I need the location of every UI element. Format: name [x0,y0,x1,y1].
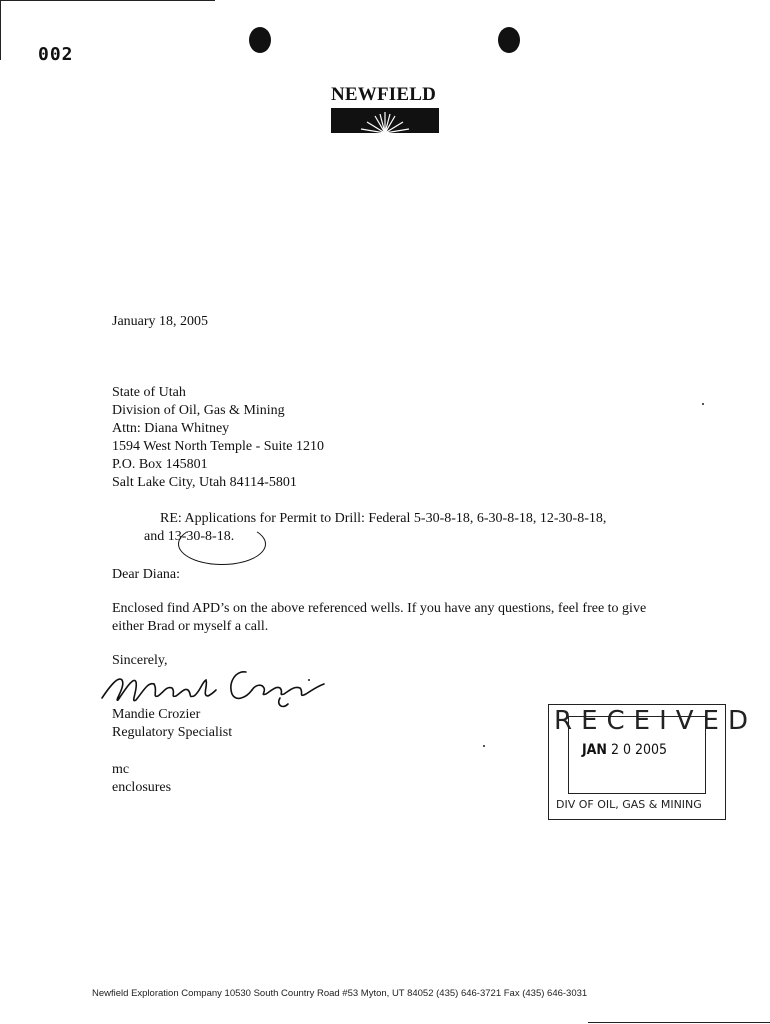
scan-border-top [0,0,215,1]
scan-speck [483,745,485,747]
address-line: State of Utah [112,385,186,400]
address-line: Salt Lake City, Utah 84114-5801 [112,475,297,490]
scan-border-bottom [588,1022,770,1023]
circled-well-number: 13-30-8-18. [167,529,235,544]
scan-speck [308,679,310,681]
enclosures-note: enclosures [112,780,172,795]
stamp-year: 2005 [635,742,668,758]
stamp-division: DIV OF OIL, GAS & MINING [556,798,702,811]
hand-drawn-circle [178,523,266,565]
scan-border-left [0,0,1,60]
address-line: Attn: Diana Whitney [112,421,230,436]
letter-body: Enclosed find APD’s on the above referenced wells. If you have any questions, feel free to give either Brad or myself a call. [112,601,647,634]
closing: Sincerely, [112,653,168,668]
scan-speck [702,403,704,405]
subject-line: RE: Applications for Permit to Drill: Federal 5-30-8-18, 6-30-8-18, 12-30-8-18, [160,511,607,526]
stamp-month: JAN [582,742,607,758]
company-name: NEWFIELD [331,84,437,105]
punch-hole-right [498,27,520,53]
stamp-received-word: RECEIVED [554,706,757,736]
received-stamp [548,704,757,820]
typist-initials: mc [112,762,130,777]
letterhead-footer: Newfield Exploration Company 10530 South Country Road #53 Myton, UT 84052 (435) 646-3721 Fax (435) 646-3031 [92,988,588,999]
address-line: Division of Oil, Gas & Mining [112,403,285,418]
address-line: P.O. Box 145801 [112,457,208,472]
stamp-date [582,742,667,758]
page-number: 002 [38,44,74,65]
signer-name: Mandie Crozier [112,707,201,722]
letter-date: January 18, 2005 [112,314,209,329]
stamp-day: 2 0 [610,742,632,758]
logo-starburst [331,108,439,133]
salutation: Dear Diana: [112,567,181,582]
punch-hole-left [249,27,271,53]
signer-title: Regulatory Specialist [112,725,233,740]
subject-prefix: and [144,529,168,544]
address-line: 1594 West North Temple - Suite 1210 [112,439,325,454]
recipient-address [112,384,324,492]
